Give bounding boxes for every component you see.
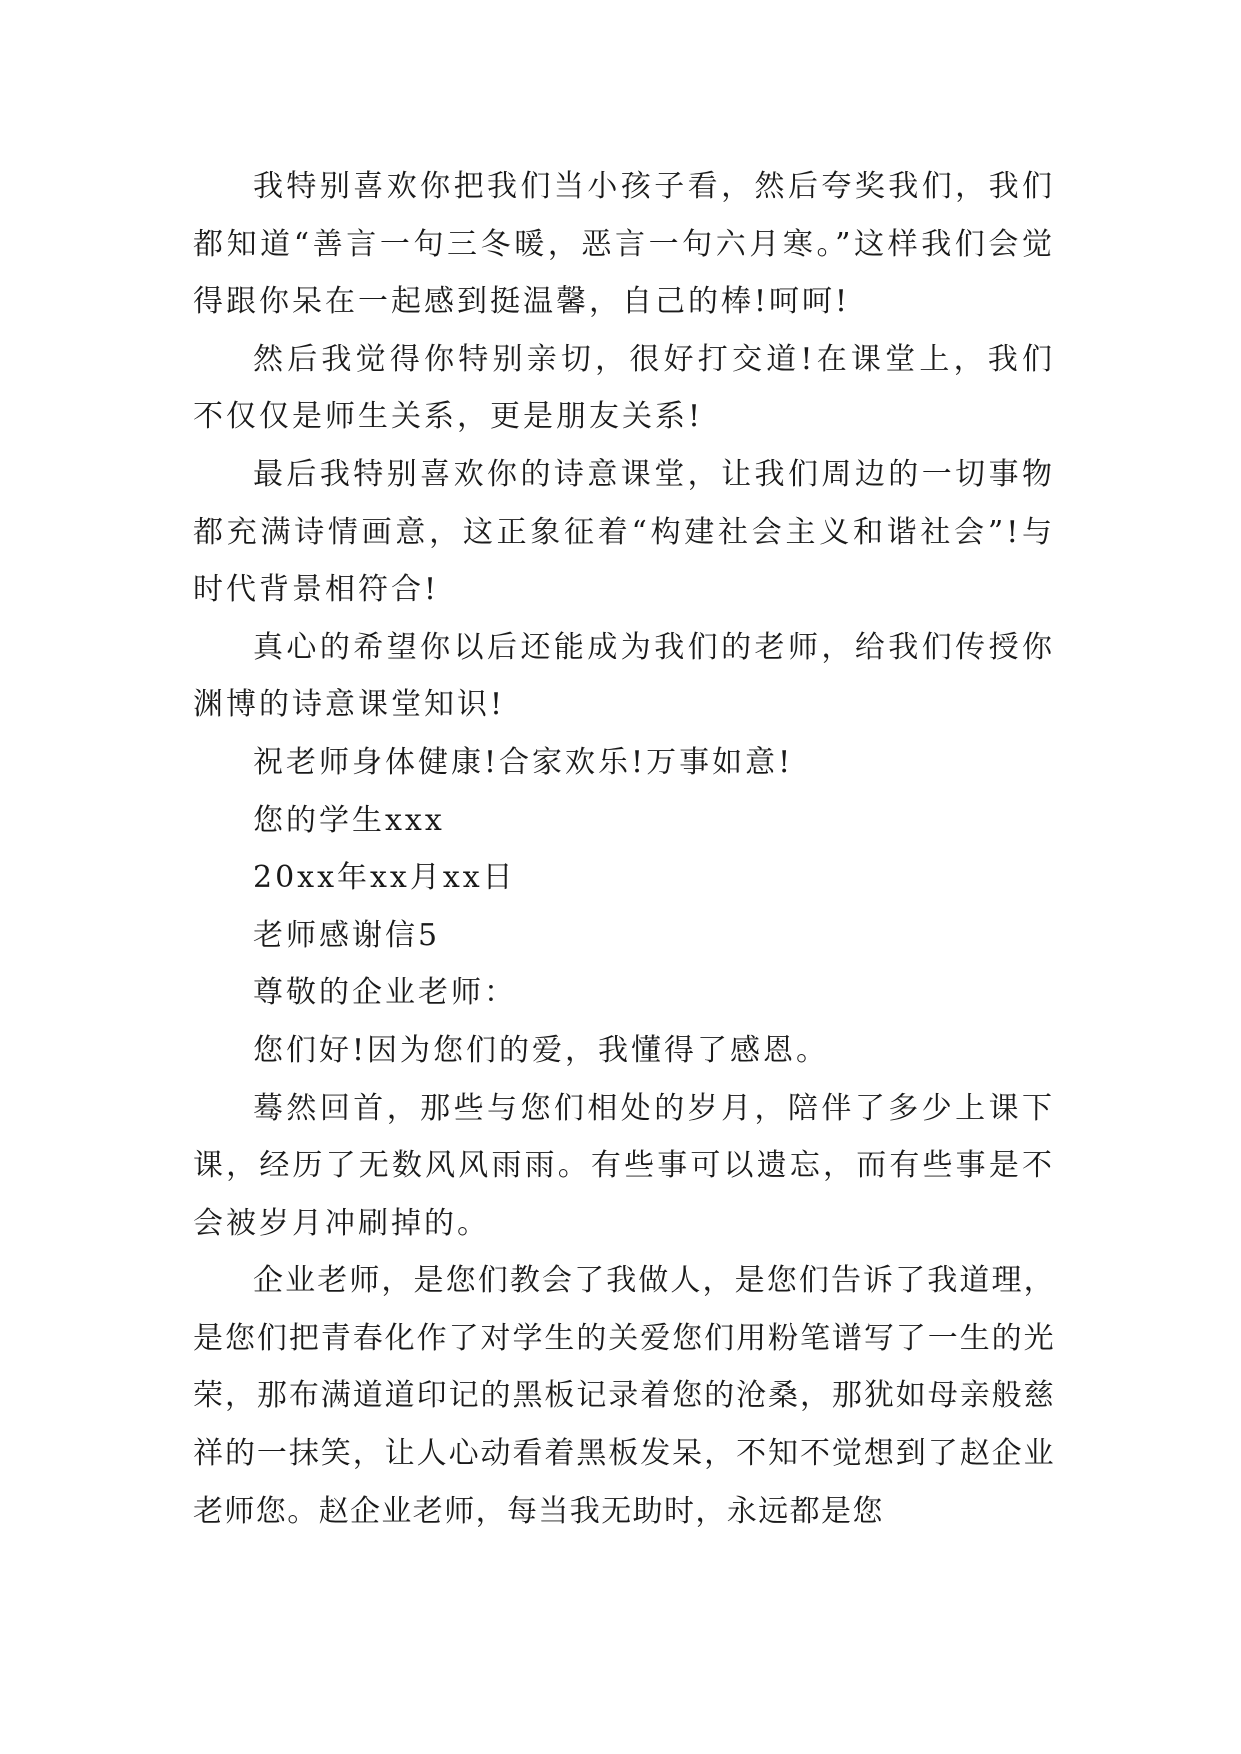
signature-line: 您的学生xxx	[253, 802, 445, 838]
paragraph: 祝老师身体健康!合家欢乐!万事如意!	[253, 744, 794, 780]
paragraph: 真心的希望你以后还能成为我们的老师，给我们传授你渊博的诗意课堂知识!	[193, 629, 1055, 723]
section-title: 老师感谢信5	[253, 917, 441, 953]
document-body	[193, 158, 1055, 1540]
paragraph: 您们好!因为您们的爱，我懂得了感恩。	[253, 1032, 830, 1068]
paragraph: 然后我觉得你特别亲切，很好打交道!在课堂上，我们不仅仅是师生关系，更是朋友关系!	[193, 341, 1055, 435]
paragraph: 最后我特别喜欢你的诗意课堂，让我们周边的一切事物都充满诗情画意，这正象征着“构建社会主义和谐社会”!与时代背景相符合!	[193, 456, 1055, 608]
paragraph: 我特别喜欢你把我们当小孩子看，然后夸奖我们，我们都知道“善言一句三冬暖，恶言一句六月寒。”这样我们会觉得跟你呆在一起感到挺温馨，自己的棒!呵呵!	[193, 169, 1055, 320]
date-line: 20xx年xx月xx日	[253, 860, 516, 896]
paragraph: 蓦然回首，那些与您们相处的岁月，陪伴了多少上课下课，经历了无数风风雨雨。有些事可以遗忘，而有些事是不会被岁月冲刷掉的。	[193, 1090, 1055, 1241]
paragraph: 企业老师，是您们教会了我做人，是您们告诉了我道理，是您们把青春化作了对学生的关爱您们用粉笔谱写了一生的光荣，那布满道道印记的黑板记录着您的沧桑，那犹如母亲般慈祥的一抹笑，让人心动看着黑板发呆，不知不觉想到了赵企业老师您。赵企业老师，每当我无助时，永远都是您	[193, 1263, 1055, 1529]
salutation: 尊敬的企业老师：	[253, 975, 517, 1011]
